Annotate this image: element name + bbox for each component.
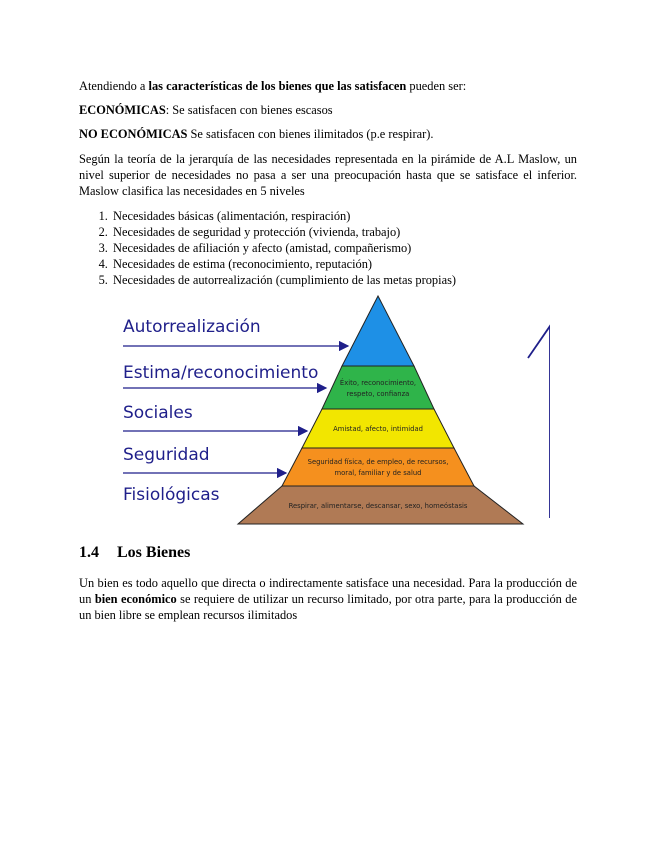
list-item: 2. Necesidades de seguridad y protección (vivienda, trabajo) (111, 224, 456, 240)
economicas-label: ECONÓMICAS (79, 103, 166, 117)
list-item: 1. Necesidades básicas (alimentación, respiración) (111, 208, 456, 224)
economicas-text: : Se satisfacen con bienes escasos (165, 103, 333, 117)
level-label-fisiologicas: Fisiológicas (123, 485, 220, 505)
intro-suffix: pueden ser: (406, 79, 467, 93)
list-item: 3. Necesidades de afiliación y afecto (amistad, compañerismo) (111, 240, 456, 256)
bienes-text-1: Un bien es todo aquello que directa o indirectamente satisface una necesidad. Para la producción de un (79, 576, 577, 606)
intro-bold: las características de los bienes que las satisfacen (148, 79, 407, 93)
maslow-paragraph: Según la teoría de la jerarquía de las necesidades representada en la pirámide de A.L Maslow, un nivel superior de necesidades no pasa a ser una preocupación hasta que se satisface el inferior. Maslow clasifica las necesidades en 5 niveles (79, 152, 577, 198)
section-heading (79, 544, 190, 562)
level-label-estima: Estima/reconocimiento (123, 363, 319, 383)
tier-text-seguridad-1: Seguridad física, de empleo, de recursos, (307, 458, 449, 466)
intro-prefix: Atendiendo a (79, 79, 149, 93)
pyramid-tier-seguridad (282, 448, 474, 486)
level-label-sociales: Sociales (123, 403, 193, 423)
bienes-paragraph (79, 575, 577, 623)
section-number: 1.4 (79, 544, 99, 561)
tier-text-seguridad-2: moral, familiar y de salud (334, 469, 422, 477)
economicas-line (79, 102, 333, 118)
level-label-autorrealizacion: Autorrealización (123, 317, 261, 337)
tier-text-sociales: Amistad, afecto, intimidad (333, 425, 423, 433)
pyramid-tier-estima (322, 366, 434, 409)
up-arrow-head (528, 326, 550, 358)
pyramid-tier-top (342, 296, 414, 366)
tier-text-estima-1: Éxito, reconocimiento, (339, 379, 417, 387)
no-economicas-label: NO ECONÓMICAS (79, 127, 188, 141)
no-economicas-text: Se satisfacen con bienes ilimitados (p.e respirar). (187, 127, 434, 141)
maslow-pyramid-diagram (110, 292, 550, 532)
list-item: 4. Necesidades de estima (reconocimiento, reputación) (111, 256, 456, 272)
tier-text-fisiologicas: Respirar, alimentarse, descansar, sexo, homeóstasis (288, 502, 468, 510)
intro-paragraph (79, 78, 466, 94)
section-title: Los Bienes (117, 544, 191, 561)
list-item: 5. Necesidades de autorrealización (cumplimiento de las metas propias) (111, 272, 456, 288)
bienes-bold: bien económico (94, 592, 177, 606)
bienes-text-2: se requiere de utilizar un recurso limitado, por otra parte, para la producción de un bien libre se emplean recursos ilimitados (79, 592, 578, 622)
tier-text-estima-2: respeto, confianza (346, 390, 410, 398)
level-label-seguridad: Seguridad (123, 445, 210, 465)
needs-list (79, 208, 456, 288)
no-economicas-line (79, 126, 433, 142)
